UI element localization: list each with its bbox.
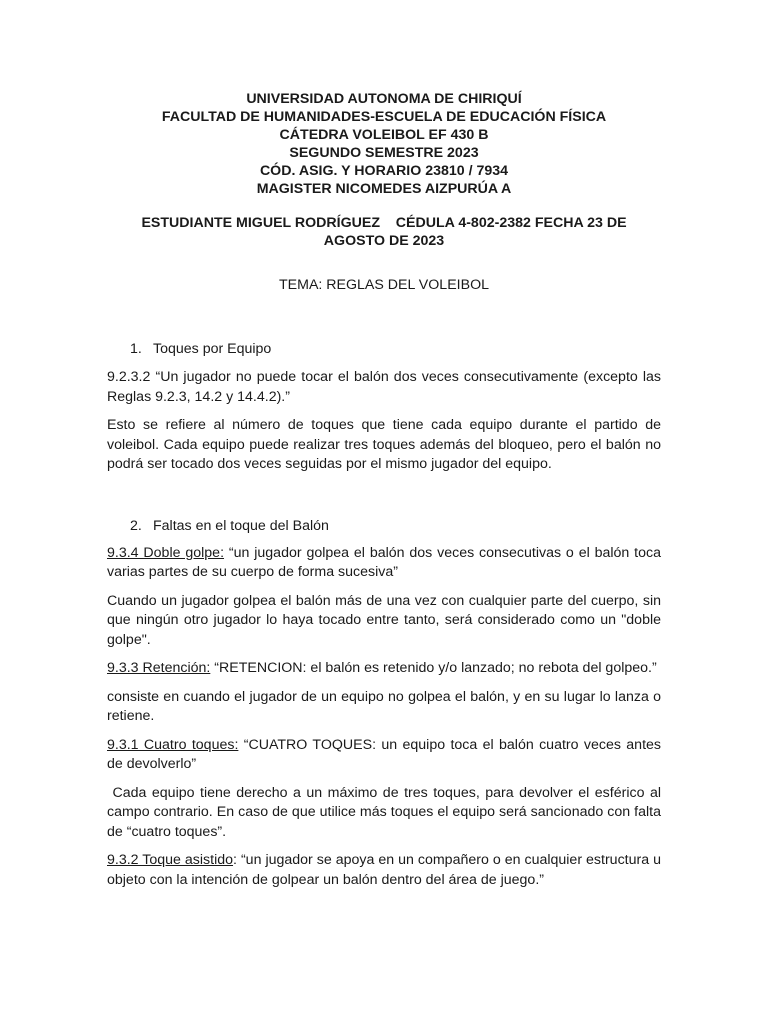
section-number: 1. bbox=[130, 341, 142, 357]
student-info-line-2: AGOSTO DE 2023 bbox=[323, 233, 445, 249]
rule-reference: 9.3.1 Cuatro toques: bbox=[107, 736, 239, 753]
rule-text: “CUATRO TOQUES: un equipo toca el balón cuatro veces antes de devolverlo” bbox=[107, 736, 661, 772]
rule-explanation: consiste en cuando el jugador de un equipo no golpea el balón, y en su lugar lo lanza o retiene. bbox=[107, 688, 661, 724]
section-heading bbox=[107, 340, 661, 358]
section-number: 2. bbox=[130, 517, 142, 534]
rule-explanation: Cada equipo tiene derecho a un máximo de tres toques, para devolver el esférico al campo contrario. En caso de que utilice más toques el equipo será sancionado con falta de “cuatro toques”. bbox=[107, 784, 665, 840]
rule-text: : “un jugador se apoya en un compañero o en cualquier estructura u objeto con la intención de golpear un balón dentro del área de juego.” bbox=[107, 852, 661, 888]
section-title: Faltas en el toque del Balón bbox=[153, 517, 329, 534]
section-title: Toques por Equipo bbox=[153, 341, 272, 357]
rule-quote bbox=[107, 544, 661, 583]
rule-reference: 9.3.3 Retención: bbox=[107, 660, 211, 676]
rule-quote bbox=[107, 736, 661, 775]
rule-explanation: Cuando un jugador golpea el balón más de una vez con cualquier parte del cuerpo, sin que ningún otro jugador lo haya tocado entre tanto, será considerado como un "doble golpe". bbox=[107, 592, 661, 648]
faculty-name: FACULTAD DE HUMANIDADES-ESCUELA DE EDUCACIÓN FÍSICA bbox=[161, 109, 607, 125]
professor-name: MAGISTER NICOMEDES AIZPURÚA A bbox=[256, 181, 512, 197]
course-name: CÁTEDRA VOLEIBOL EF 430 B bbox=[279, 127, 489, 143]
rule-text: “RETENCION: el balón es retenido y/o lanzado; no rebota del golpeo.” bbox=[210, 660, 657, 676]
rule-quote: 9.2.3.2 “Un jugador no puede tocar el balón dos veces consecutivamente (excepto las Reglas 9.2.3, 14.2 y 14.4.2).” bbox=[107, 369, 661, 405]
topic-title: TEMA: REGLAS DEL VOLEIBOL bbox=[279, 277, 489, 293]
semester: SEGUNDO SEMESTRE 2023 bbox=[289, 145, 479, 161]
rule-quote bbox=[107, 659, 661, 679]
course-code: CÓD. ASIG. Y HORARIO 23810 / 7934 bbox=[259, 163, 509, 179]
rule-reference: 9.3.2 Toque asistido bbox=[107, 852, 234, 868]
rule-text: “un jugador golpea el balón dos veces consecutivas o el balón toca varias partes de su cuerpo de forma sucesiva” bbox=[107, 544, 661, 580]
section-heading bbox=[107, 517, 661, 535]
rule-explanation: Esto se refiere al número de toques que tiene cada equipo durante el partido de voleibol. Cada equipo puede realizar tres toques además del bloqueo, pero el balón no podrá ser tocado dos veces seguidas por el mismo jugador del equipo. bbox=[107, 417, 661, 472]
student-info bbox=[107, 214, 661, 250]
rule-reference: 9.3.4 Doble golpe: bbox=[107, 544, 225, 561]
rule-quote bbox=[107, 851, 661, 890]
student-info-line-1: ESTUDIANTE MIGUEL RODRÍGUEZ CÉDULA 4-802-2382 FECHA 23 DE bbox=[141, 215, 627, 231]
document-header bbox=[107, 90, 661, 198]
university-name: UNIVERSIDAD AUTONOMA DE CHIRIQUÍ bbox=[246, 91, 522, 107]
